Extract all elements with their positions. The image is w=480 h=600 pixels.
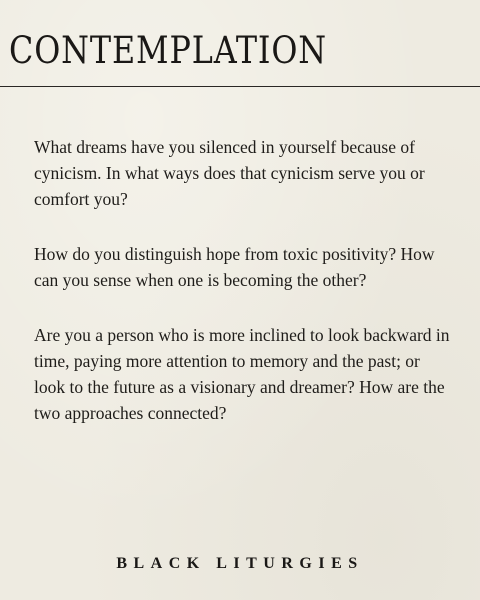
prompt-paragraph-1: What dreams have you silenced in yourself because of cynicism. In what ways does that cynicism serve you or comfort you? [34,137,425,209]
prompt-paragraph-2: How do you distinguish hope from toxic positivity? How can you sense when one is becoming the other? [34,244,435,290]
prompt-list [34,134,454,455]
title-divider [0,86,480,87]
brand-footer: BLACK LITURGIES [116,555,364,572]
page-title: CONTEMPLATION [9,29,327,72]
prompt-paragraph-3: Are you a person who is more inclined to look backward in time, paying more attention to memory and the past; or look to the future as a visionary and dreamer? How are the two approaches connected? [34,325,450,423]
